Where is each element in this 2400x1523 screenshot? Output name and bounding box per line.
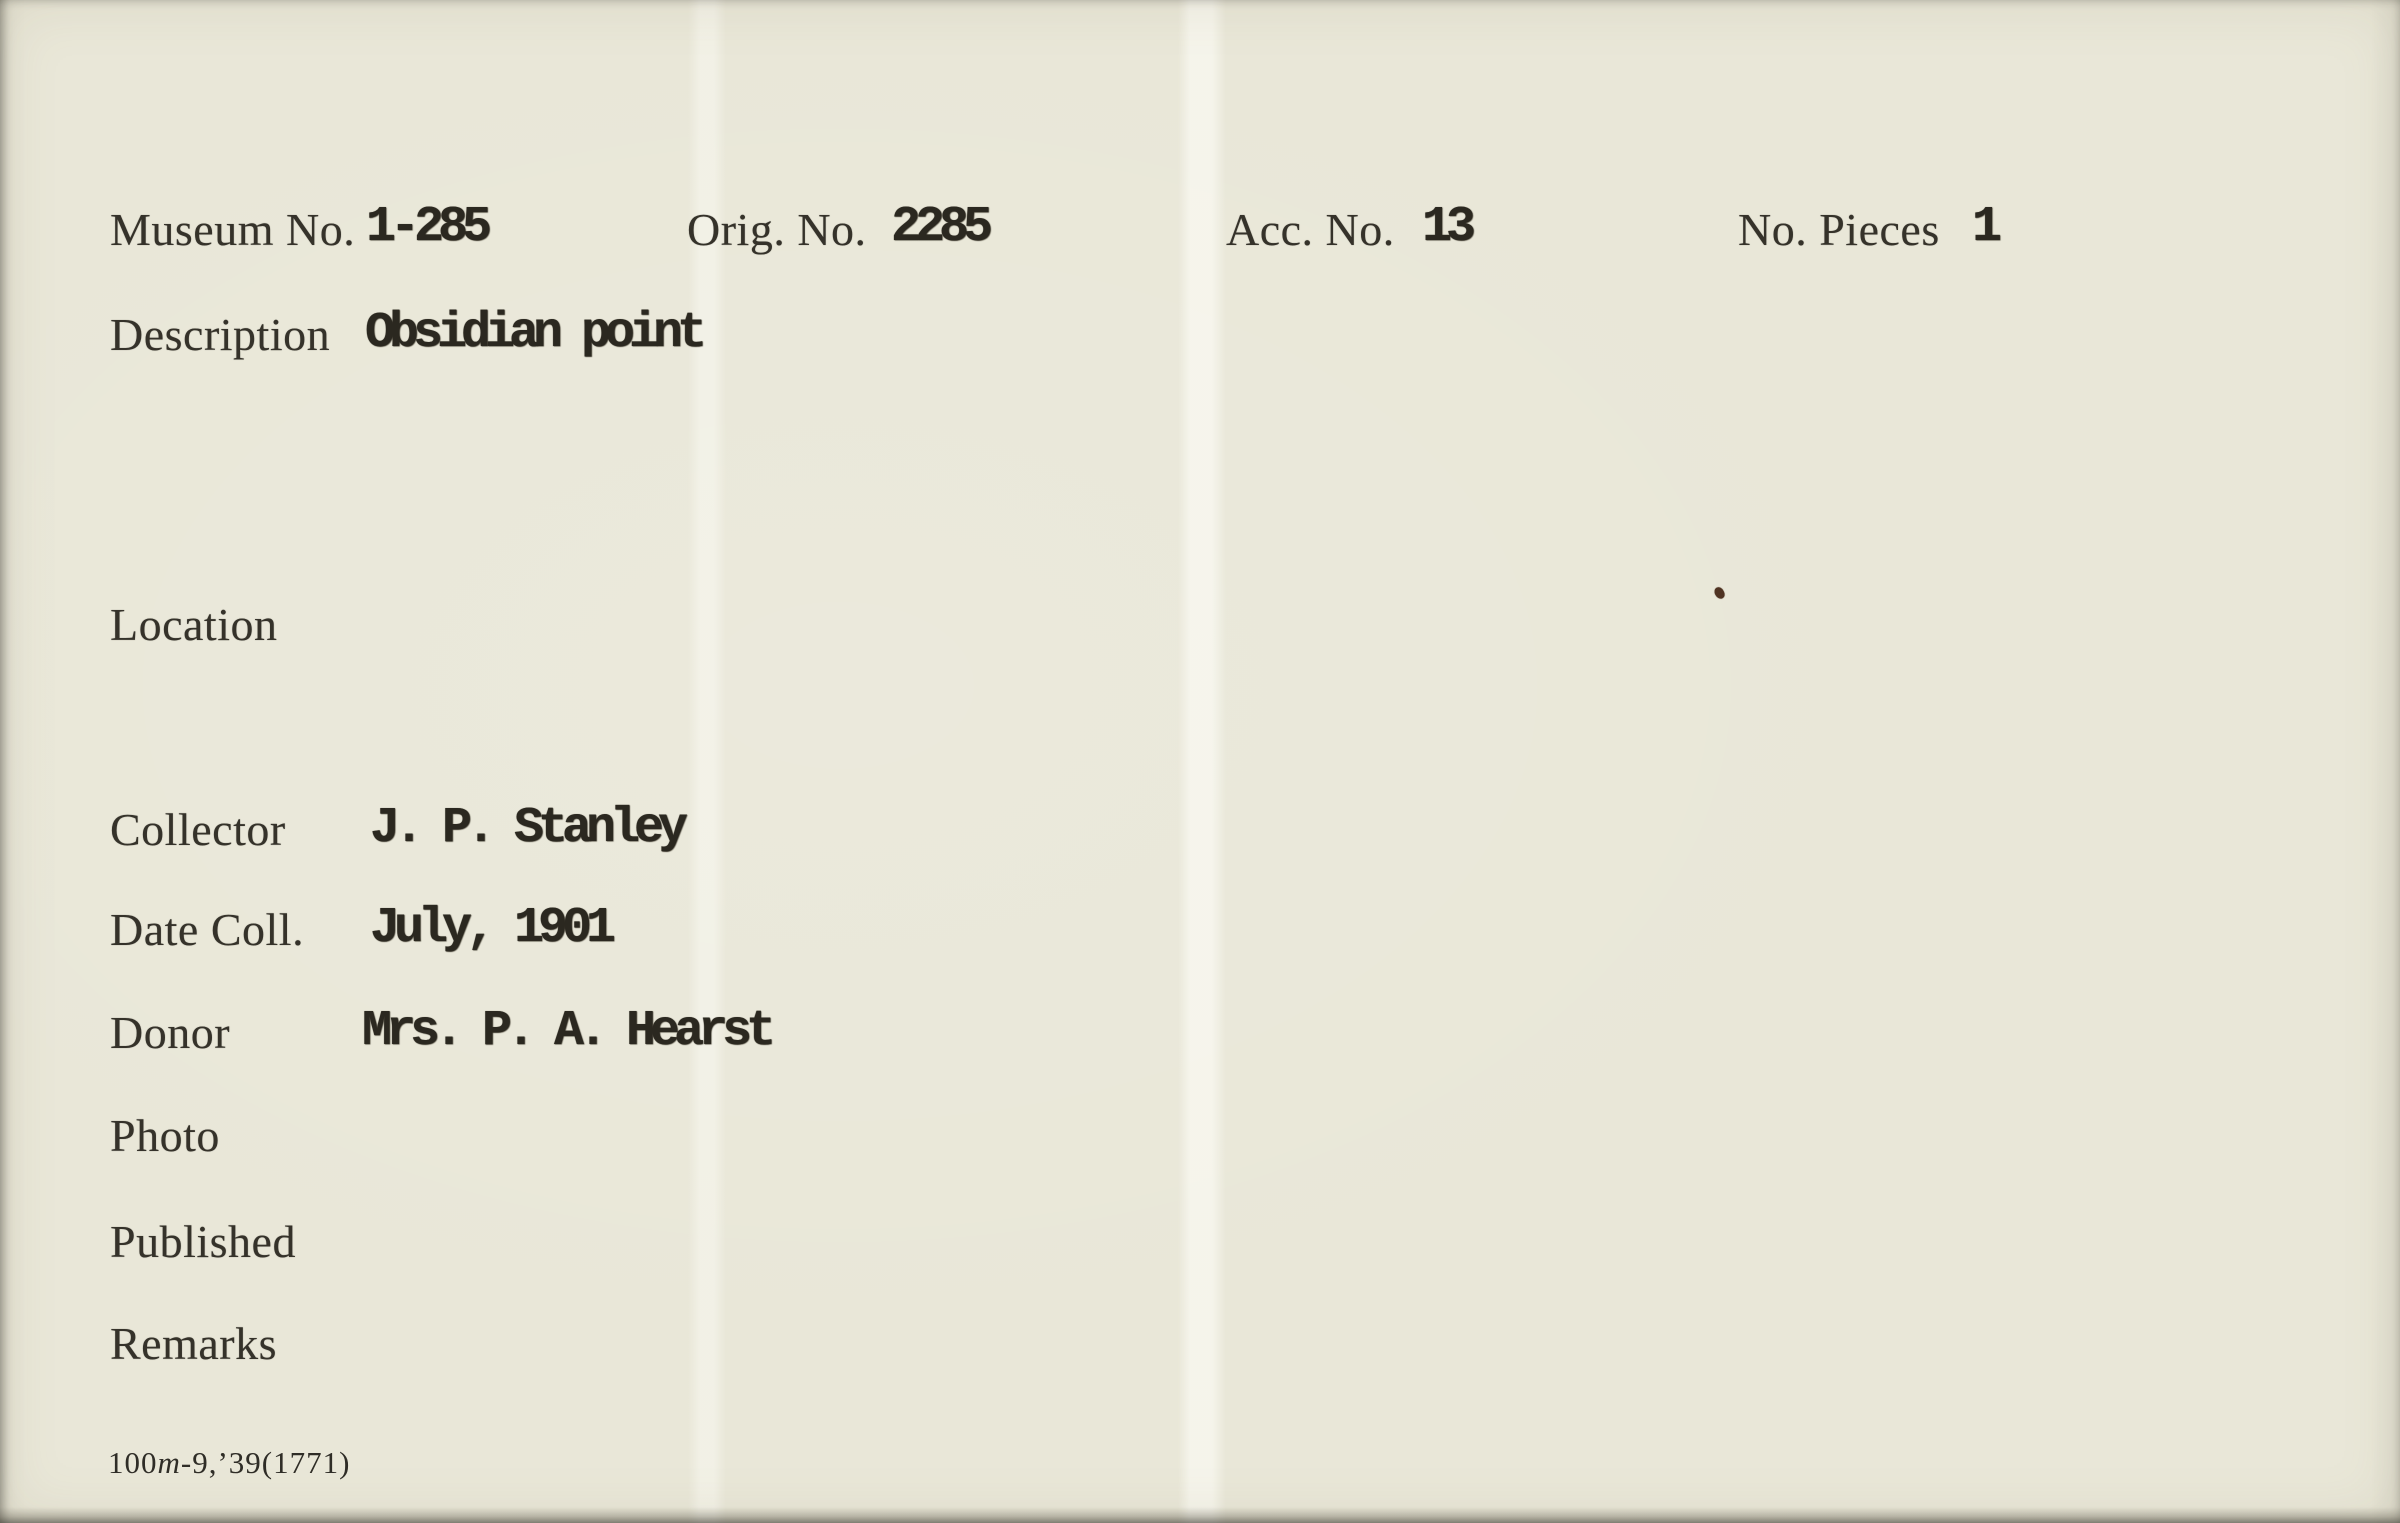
- no-pieces-label: No. Pieces: [1738, 204, 1940, 255]
- print-code-italic-m: m: [157, 1445, 181, 1480]
- print-code-suffix: -9,’39(1771): [180, 1445, 351, 1480]
- print-code: [108, 1445, 350, 1481]
- paper-speck: [1713, 586, 1727, 601]
- description-label: Description: [110, 309, 331, 360]
- acc-no-label: Acc. No.: [1226, 204, 1395, 255]
- donor-label: Donor: [110, 1007, 231, 1058]
- published-label: Published: [110, 1216, 296, 1267]
- date-coll-label: Date Coll.: [110, 904, 305, 955]
- acc-no-value: 13: [1422, 199, 1471, 256]
- museum-no-label: Museum No.: [110, 204, 356, 255]
- location-label: Location: [110, 599, 278, 650]
- orig-no-value: 2285: [891, 199, 988, 256]
- donor-value: Mrs. P. A. Hearst: [362, 1003, 771, 1060]
- print-code-prefix: 100: [108, 1445, 158, 1480]
- description-value: Obsidian point: [365, 305, 702, 362]
- collector-value: J. P. Stanley: [370, 800, 683, 857]
- remarks-label: Remarks: [110, 1318, 278, 1369]
- date-coll-value: July, 1901: [370, 900, 611, 957]
- photo-label: Photo: [110, 1110, 220, 1161]
- collector-label: Collector: [110, 804, 286, 855]
- museum-no-value: 1-285: [366, 199, 487, 256]
- orig-no-label: Orig. No.: [687, 204, 867, 255]
- no-pieces-value: 1: [1972, 199, 1997, 256]
